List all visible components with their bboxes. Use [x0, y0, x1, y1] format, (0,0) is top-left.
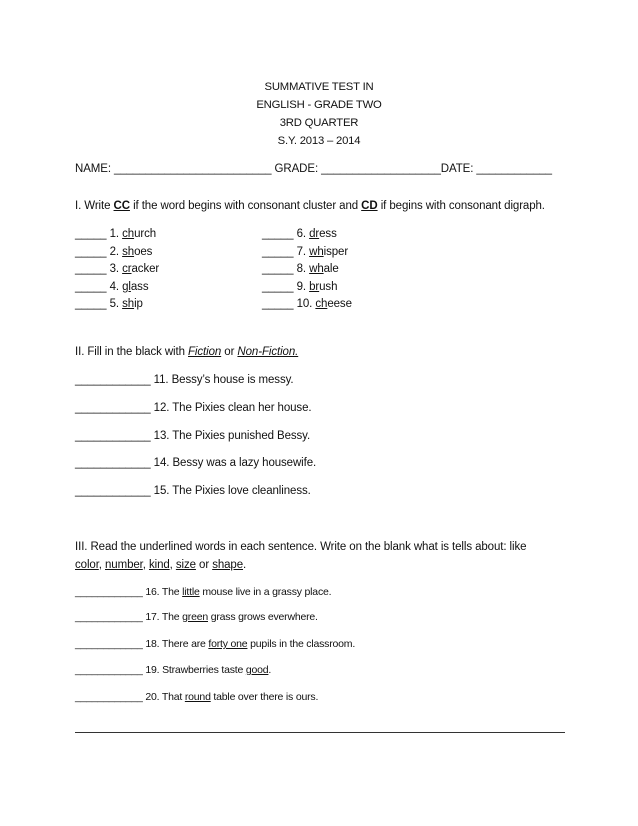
answer-blank[interactable]: _____: [75, 281, 107, 293]
nonfiction-term: Non-Fiction.: [237, 346, 299, 358]
option-color: color: [75, 559, 99, 571]
test-header: [0, 78, 638, 150]
option-size: size: [175, 559, 196, 571]
word-rest: eese: [327, 298, 352, 310]
underlined-letters: gl: [122, 281, 131, 293]
name-blank[interactable]: _________________________: [114, 163, 272, 175]
part3-options: color, number, kind, size or shape.: [75, 559, 247, 571]
item-text: 14. Bessy was a lazy housewife.: [153, 457, 317, 469]
underlined-letters: ch: [315, 298, 328, 310]
item-7: [262, 246, 348, 258]
underlined-letters: cr: [122, 263, 132, 275]
sentence-start: 17. The: [145, 611, 183, 623]
answer-blank[interactable]: ____________: [75, 430, 151, 442]
part2-instructions: [75, 346, 298, 358]
word-rest: ip: [134, 298, 143, 310]
item-text: 13. The Pixies punished Bessy.: [153, 430, 311, 442]
answer-blank[interactable]: ____________: [75, 691, 143, 703]
answer-blank[interactable]: _____: [262, 228, 294, 240]
sentence-start: 18. There are: [145, 638, 209, 650]
underlined-letters: sh: [122, 298, 135, 310]
answer-blank[interactable]: _____: [75, 246, 107, 258]
item-number: 4.: [109, 281, 119, 293]
student-info-line: [75, 163, 552, 175]
item-4: [75, 281, 148, 293]
item-5: [75, 298, 143, 310]
item-1: [75, 228, 156, 240]
sentence-start: 16. The: [145, 586, 183, 598]
item-20: [75, 691, 318, 703]
part1-intro: I. Write: [75, 200, 111, 212]
underlined-letters: dr: [309, 228, 320, 240]
item-number: 2.: [109, 246, 119, 258]
underlined-word: forty one: [208, 638, 248, 650]
part3-instructions: [75, 541, 526, 553]
underlined-letters: sh: [122, 246, 135, 258]
answer-blank[interactable]: _____: [75, 228, 107, 240]
item-number: 5.: [109, 298, 119, 310]
underlined-letters: wh: [309, 263, 324, 275]
item-11: [75, 374, 294, 386]
item-3: [75, 263, 159, 275]
item-number: 1.: [109, 228, 119, 240]
item-10: [262, 298, 352, 310]
item-number: 3.: [109, 263, 119, 275]
header-title: SUMMATIVE TEST IN: [264, 81, 374, 93]
underlined-word: good: [245, 664, 269, 676]
part1-end: if begins with consonant digraph.: [380, 200, 545, 212]
item-13: [75, 430, 310, 442]
item-text: 12. The Pixies clean her house.: [153, 402, 312, 414]
answer-blank[interactable]: ____________: [75, 402, 151, 414]
item-19: [75, 664, 271, 676]
item-17: [75, 611, 318, 623]
word-rest: ush: [319, 281, 338, 293]
word-rest: oes: [134, 246, 153, 258]
answer-blank[interactable]: _____: [75, 298, 107, 310]
word-rest: ass: [130, 281, 149, 293]
item-text: 11. Bessy’s house is messy.: [153, 374, 294, 386]
part1-mid: if the word begins with consonant cluster and: [133, 200, 359, 212]
word-rest: acker: [131, 263, 160, 275]
sentence-start: 19. Strawberries taste: [145, 664, 246, 676]
word-rest: isper: [323, 246, 349, 258]
sentence-start: 20. That: [145, 691, 185, 703]
item-14: [75, 457, 316, 469]
option-kind: kind: [148, 559, 170, 571]
fiction-term: Fiction: [188, 346, 222, 358]
underlined-word: little: [182, 586, 200, 598]
underlined-word: green: [182, 611, 208, 623]
answer-blank[interactable]: ____________: [75, 586, 143, 598]
item-number: 8.: [296, 263, 306, 275]
item-12: [75, 402, 311, 414]
underlined-word: round: [184, 691, 211, 703]
answer-blank[interactable]: ____________: [75, 374, 151, 386]
answer-blank[interactable]: ____________: [75, 485, 151, 497]
item-number: 6.: [296, 228, 306, 240]
item-text: 15. The Pixies love cleanliness.: [153, 485, 311, 497]
item-number: 10.: [296, 298, 313, 310]
header-quarter: 3RD QUARTER: [279, 117, 359, 129]
bottom-divider: [75, 732, 565, 733]
header-subject: ENGLISH - GRADE TWO: [256, 99, 382, 111]
sentence-end: mouse live in a grassy place.: [199, 586, 332, 598]
answer-blank[interactable]: _____: [262, 246, 294, 258]
answer-blank[interactable]: ____________: [75, 638, 143, 650]
answer-blank[interactable]: _____: [262, 298, 294, 310]
answer-blank[interactable]: ____________: [75, 457, 151, 469]
date-label: DATE:: [440, 163, 474, 175]
part3-intro: III. Read the underlined words in each sentence. Write on the blank what is tells about: like: [75, 541, 527, 553]
word-rest: ess: [319, 228, 337, 240]
sentence-end: grass grows everwhere.: [208, 611, 318, 623]
cd-term: CD: [361, 200, 378, 212]
word-rest: ale: [323, 263, 339, 275]
item-2: [75, 246, 152, 258]
answer-blank[interactable]: ____________: [75, 611, 143, 623]
item-15: [75, 485, 311, 497]
item-6: [262, 228, 337, 240]
option-number: number: [105, 559, 143, 571]
grade-label: GRADE:: [274, 163, 319, 175]
item-9: [262, 281, 337, 293]
item-16: [75, 586, 331, 598]
item-number: 9.: [296, 281, 306, 293]
sentence-end: table over there is ours.: [210, 691, 319, 703]
answer-blank[interactable]: _____: [262, 263, 294, 275]
item-number: 7.: [296, 246, 306, 258]
word-rest: urch: [134, 228, 157, 240]
item-18: [75, 638, 355, 650]
part1-instructions: [75, 200, 545, 212]
part3-or: or: [199, 559, 210, 571]
part2-or: or: [224, 346, 235, 358]
option-shape: shape: [212, 559, 244, 571]
underlined-letters: br: [309, 281, 320, 293]
part2-intro: II. Fill in the black with: [75, 346, 185, 358]
answer-blank[interactable]: ____________: [75, 664, 143, 676]
answer-blank[interactable]: _____: [75, 263, 107, 275]
date-blank[interactable]: ____________: [476, 163, 552, 175]
header-school-year: S.Y. 2013 – 2014: [277, 135, 361, 147]
grade-blank[interactable]: ___________________: [321, 163, 441, 175]
item-8: [262, 263, 339, 275]
sentence-end: pupils in the classroom.: [247, 638, 356, 650]
answer-blank[interactable]: _____: [262, 281, 294, 293]
underlined-letters: wh: [309, 246, 324, 258]
cc-term: CC: [113, 200, 130, 212]
underlined-letters: ch: [122, 228, 135, 240]
name-label: NAME:: [75, 163, 111, 175]
sentence-end: .: [268, 664, 272, 676]
